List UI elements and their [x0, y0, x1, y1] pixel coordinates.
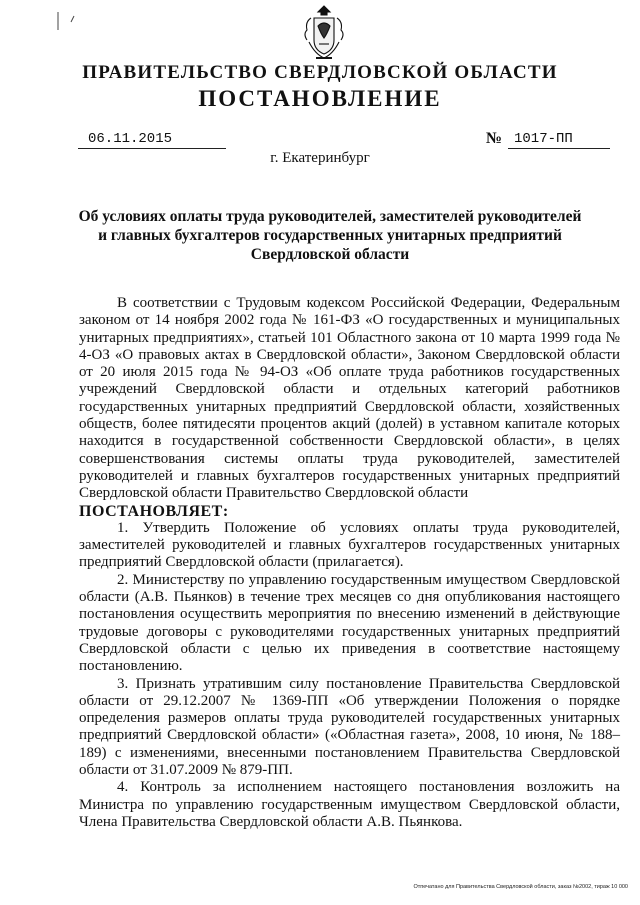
document-heading — [70, 207, 590, 264]
resolves-heading: ПОСТАНОВЛЯЕТ: — [79, 502, 229, 520]
document-body — [79, 295, 620, 831]
item-2-paragraph: 2. Министерству по управлению государственным имуществом Свердловской области (А.В. Пьянков) в течение трех месяцев со дня опубликования настоящего постановления осуществить мероприятия по внесению изменений в действующие трудовые договоры с руководителями государственных унитарных предприятий Свердловской области с целью их приведения в соответствие настоящему постановлению. — [79, 571, 620, 675]
item-1-paragraph: 1. Утвердить Положение об условиях оплаты труда руководителей, заместителей руководителей и главных бухгалтеров государственных унитарных предприятий Свердловской области (прилагается). — [79, 519, 620, 571]
government-title: ПРАВИТЕЛЬСТВО СВЕРДЛОВСКОЙ ОБЛАСТИ — [82, 62, 558, 83]
preamble-paragraph: В соответствии с Трудовым кодексом Российской Федерации, Федеральным законом от 14 ноября 2002 года № 161-ФЗ «О государственных и муниципальных унитарных предприятиях», статьей 101 Областного закона от 10 марта 1999 года № 4-ОЗ «О правовых актах в Свердловской области», Законом Свердловской области от 20 июля 2015 года № 94-ОЗ «Об оплате труда работников государственных учреждений Свердловской области и отдельных категорий работников государственных унитарных предприятий Свердловской области, хозяйственных обществ, более пятидесяти процентов акций (долей) в уставном капитале которых находится в государственной собственности Свердловской области», в целях совершенствования системы оплаты труда руководителей, заместителей руководителей и главных бухгалтеров государственных унитарных предприятий Свердловской области Правительство Свердловской области — [79, 295, 620, 502]
heading-line-2: и главных бухгалтеров государственных унитарных предприятий — [98, 227, 562, 244]
print-note: Отпечатано для Правительства Свердловской области, заказ №2002, тираж 10 000 — [413, 884, 628, 890]
handwritten-mark — [54, 10, 78, 34]
city: г. Екатеринбург — [270, 150, 370, 166]
document-number: 1017-ПП — [508, 130, 610, 149]
heading-line-1: Об условиях оплаты труда руководителей, заместителей руководителей — [78, 208, 582, 225]
document-date: 06.11.2015 — [78, 130, 226, 149]
item-3-paragraph: 3. Признать утратившим силу постановление Правительства Свердловской области от 29.12.2007 № 1369-ПП «Об утверждении Положения о порядке определения размеров оплаты труда руководителей государственных унитарных предприятий Свердловской области» («Областная газета», 2008, 10 июня, № 188–189) с изменениями, внесенными постановлением Правительства Свердловской области от 31.07.2009 № 879-ПП. — [79, 675, 620, 779]
number-sign: № — [486, 130, 503, 147]
coat-of-arms-emblem — [301, 4, 347, 62]
item-4-paragraph: 4. Контроль за исполнением настоящего постановления возложить на Министра по управлению государственным имуществом Свердловской области, Члена Правительства Свердловской области А.В. Пьянкова. — [79, 779, 620, 830]
heading-line-3: Свердловской области — [250, 246, 410, 263]
document-type: ПОСТАНОВЛЕНИЕ — [198, 86, 442, 111]
